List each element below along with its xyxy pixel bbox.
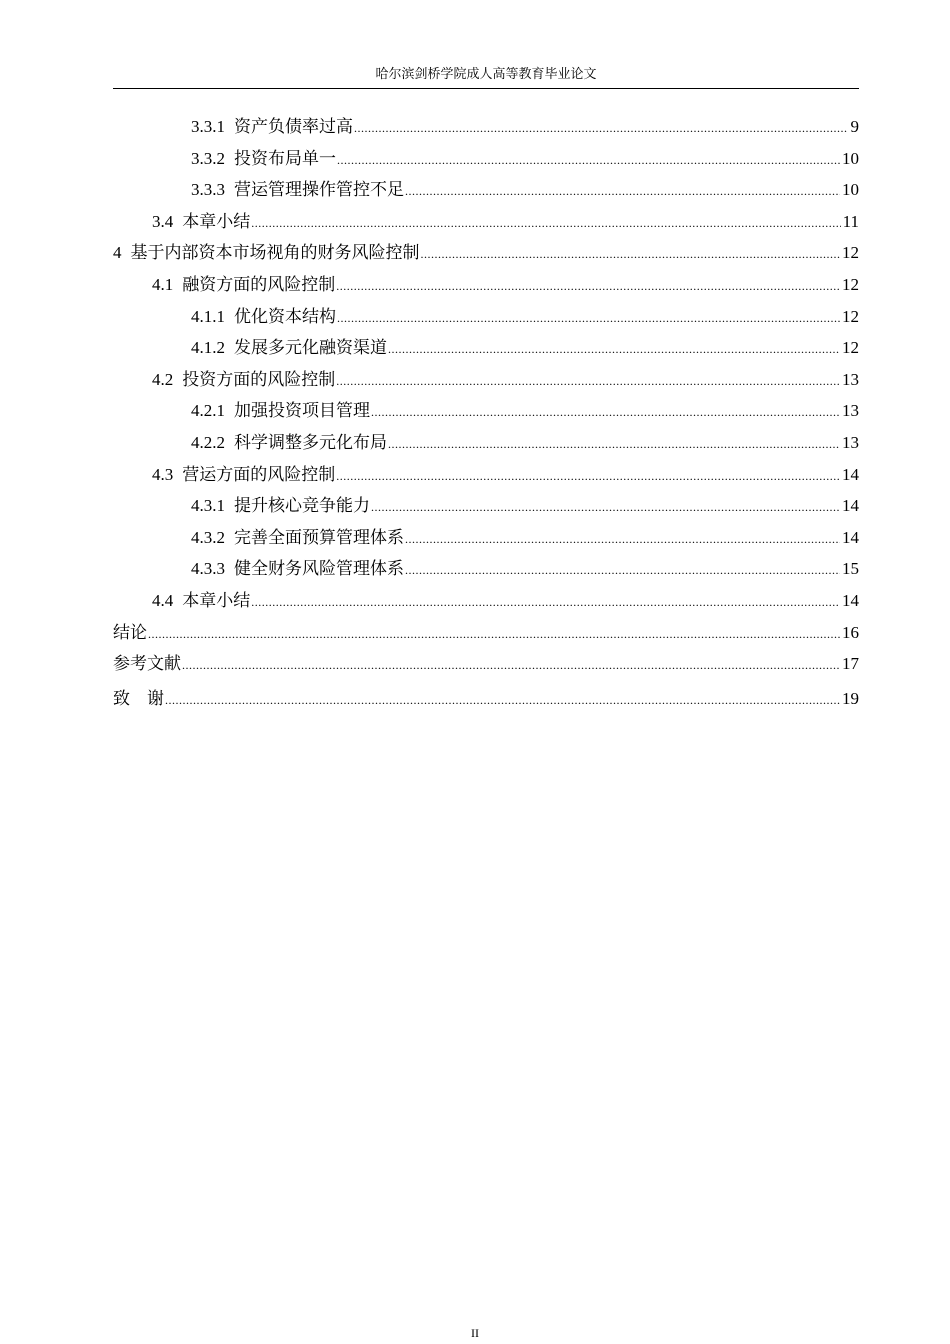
toc-entry-number: 3.3.2 <box>191 148 225 168</box>
toc-entry-number: 4.3.2 <box>191 527 225 547</box>
toc-entry-title: 提升核心竞争能力 <box>234 496 370 517</box>
toc-dot-leader <box>336 461 840 493</box>
toc-entry-title: 融资方面的风险控制 <box>182 274 336 295</box>
toc-entry-number: 4.4 <box>152 590 174 610</box>
toc-entry-title: 本章小结 <box>182 590 251 611</box>
toc-entry[interactable] <box>113 206 859 238</box>
toc-entry-title: 健全财务风险管理体系 <box>234 559 404 580</box>
toc-entry-page: 10 <box>842 180 859 200</box>
toc-entry-page: 13 <box>842 369 859 389</box>
toc-entry-page: 9 <box>850 117 859 136</box>
toc-entry-page: 11 <box>842 211 859 231</box>
toc-entry-page: 14 <box>842 527 859 547</box>
toc-entry[interactable] <box>113 237 859 269</box>
toc-entry[interactable] <box>113 301 859 333</box>
toc-entry[interactable] <box>113 585 859 617</box>
toc-entry-number: 4.3 <box>152 464 174 484</box>
toc-entry-title: 营运方面的风险控制 <box>182 464 336 485</box>
toc-entry-number: 4.3.1 <box>191 496 225 516</box>
toc-entry-page: 12 <box>842 338 859 358</box>
toc-dot-leader <box>251 587 840 619</box>
toc-dot-leader <box>354 113 847 145</box>
toc-entry-title: 投资方面的风险控制 <box>182 369 336 390</box>
toc-dot-leader <box>405 176 840 208</box>
toc-entry-number: 4.1.2 <box>191 338 225 358</box>
toc-entry-page: 12 <box>842 274 859 294</box>
toc-entry[interactable] <box>113 395 859 427</box>
toc-entry-page: 12 <box>842 306 859 326</box>
toc-entry-title: 资产负债率过高 <box>234 117 353 137</box>
toc-entry-page: 14 <box>842 590 859 610</box>
toc-entry[interactable] <box>113 364 859 396</box>
toc-entry-page: 12 <box>842 243 859 263</box>
toc-entry-number: 4.2 <box>152 369 174 389</box>
toc-entry[interactable] <box>113 143 859 175</box>
toc-entry[interactable] <box>113 683 859 715</box>
toc-dot-leader <box>405 555 840 587</box>
toc-dot-leader <box>251 208 840 240</box>
toc-dot-leader <box>388 334 840 366</box>
toc-entry-title: 致 谢 <box>113 688 164 709</box>
toc-entry[interactable] <box>113 427 859 459</box>
page-header <box>113 64 859 89</box>
toc-entry[interactable] <box>113 174 859 206</box>
toc-entry-title: 投资布局单一 <box>234 148 336 169</box>
toc-entry-page: 14 <box>842 496 859 516</box>
toc-entry-title: 结论 <box>113 622 147 643</box>
toc-entry-title: 本章小结 <box>182 211 251 232</box>
toc-entry-title: 科学调整多元化布局 <box>234 432 387 453</box>
toc-entry-page: 14 <box>842 464 859 484</box>
toc-entry-page: 10 <box>842 148 859 168</box>
toc-dot-leader <box>165 685 840 717</box>
toc-entry[interactable] <box>113 648 859 680</box>
toc-entry-title: 完善全面预算管理体系 <box>234 527 404 548</box>
table-of-contents <box>113 111 859 714</box>
toc-dot-leader <box>371 397 840 429</box>
toc-dot-leader <box>421 239 841 271</box>
toc-dot-leader <box>336 366 840 398</box>
toc-entry-number: 4.2.1 <box>191 401 225 421</box>
toc-entry[interactable] <box>113 332 859 364</box>
toc-dot-leader <box>337 303 840 335</box>
toc-entry-title: 参考文献 <box>113 654 181 675</box>
toc-entry-page: 15 <box>842 559 859 579</box>
toc-entry-page: 16 <box>842 622 859 642</box>
toc-entry[interactable] <box>113 522 859 554</box>
toc-entry-number: 3.4 <box>152 211 174 231</box>
toc-entry-number: 3.3.3 <box>191 180 225 200</box>
toc-entry[interactable] <box>113 459 859 491</box>
toc-entry[interactable] <box>113 617 859 649</box>
footer-page-number: II <box>471 1326 479 1340</box>
toc-entry-title: 优化资本结构 <box>234 306 336 327</box>
toc-dot-leader <box>148 619 840 651</box>
toc-entry[interactable] <box>113 111 859 143</box>
toc-dot-leader <box>405 524 840 556</box>
toc-dot-leader <box>182 650 840 682</box>
toc-dot-leader <box>337 145 840 177</box>
toc-entry[interactable] <box>113 269 859 301</box>
toc-entry-number: 4.1.1 <box>191 306 225 326</box>
toc-entry-title: 发展多元化融资渠道 <box>234 338 387 359</box>
toc-entry-number: 4.1 <box>152 274 174 294</box>
toc-dot-leader <box>371 492 840 524</box>
toc-entry-title: 营运管理操作管控不足 <box>234 180 404 201</box>
toc-entry[interactable] <box>113 490 859 522</box>
header-title: 哈尔滨剑桥学院成人高等教育毕业论文 <box>375 67 597 82</box>
toc-entry-page: 13 <box>842 432 859 452</box>
toc-entry-page: 19 <box>842 688 859 708</box>
toc-dot-leader <box>388 429 840 461</box>
toc-entry-page: 13 <box>842 401 859 421</box>
toc-entry-number: 3.3.1 <box>191 117 225 136</box>
toc-entry-number: 4.3.3 <box>191 559 225 579</box>
toc-entry-title: 基于内部资本市场视角的财务风险控制 <box>130 243 420 264</box>
toc-entry-number: 4.2.2 <box>191 432 225 452</box>
toc-entry-number: 4 <box>113 243 122 263</box>
toc-entry-title: 加强投资项目管理 <box>234 401 370 422</box>
toc-entry[interactable] <box>113 553 859 585</box>
page-number-footer <box>0 1326 950 1341</box>
toc-entry-page: 17 <box>842 654 859 674</box>
toc-dot-leader <box>336 271 840 303</box>
